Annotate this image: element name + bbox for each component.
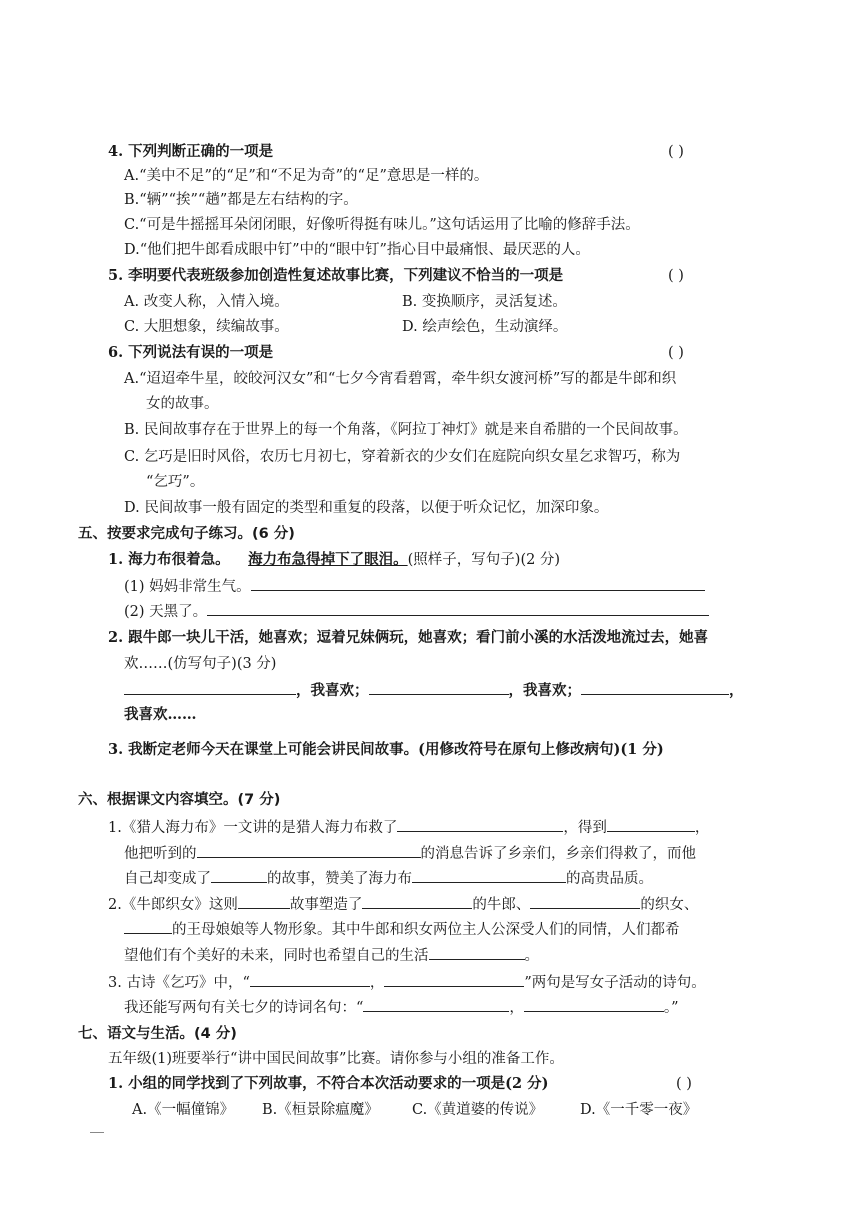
s5-q2-blank-3[interactable]: [581, 680, 729, 695]
q6-option-b: B. 民间故事存在于世界上的每一个角落，《阿拉丁神灯》就是来自希腊的一个民间故事。: [124, 422, 688, 438]
s6-q2-text-f: 望他们有个美好的未来，同时也希望自己的生活: [124, 948, 429, 964]
s6-q3-blank-1[interactable]: [250, 972, 370, 987]
s5-q2-line2: 欢……(仿写句子)(3 分): [124, 656, 277, 672]
s7-q1-option-d: D.《一千零一夜》: [580, 1102, 698, 1118]
s6-q1-text-f: 自己却变成了: [124, 871, 211, 887]
s5-q3: 3. 我断定老师今天在课堂上可能会讲民间故事。(用修改符号在原句上修改病句)(1 分): [108, 741, 664, 758]
s6-q3-text-d: 我还能写两句有关七夕的诗词名句：“: [124, 1000, 364, 1016]
q6-answer-bracket[interactable]: ( ): [668, 345, 684, 361]
q4-answer-bracket[interactable]: ( ): [668, 144, 684, 160]
s7-q1-option-b: B.《桓景除瘟魔》: [262, 1102, 379, 1118]
s6-q3-blank-3[interactable]: [363, 997, 509, 1012]
s6-q1-text-e: 的消息告诉了乡亲们，乡亲们得救了，而他: [420, 846, 696, 862]
q6-option-d: D. 民间故事一般有固定的类型和重复的段落，以便于听众记忆，加深印象。: [124, 500, 609, 516]
section-7-title: 七、语文与生活。(4 分): [78, 1026, 237, 1042]
s5-q1-item2-text: (2) 天黑了。: [124, 604, 208, 620]
s5-q2-write-line: [124, 680, 744, 701]
page-edge-mark: [90, 1132, 104, 1133]
s6-q1-blank-1[interactable]: [397, 817, 563, 832]
s5-q1-note: (照样子，写句子)(2 分): [407, 552, 561, 568]
s5-q1-item1-answer-blank[interactable]: [251, 576, 705, 591]
s5-q1: [108, 550, 560, 570]
s6-q3-text-a: 3. 古诗《乞巧》中，“: [108, 975, 250, 991]
s5-q2-text-1: ，我喜欢；: [296, 682, 369, 699]
q5-option-c: C. 大胆想象，续编故事。: [124, 319, 289, 335]
s5-q1-item2-answer-blank[interactable]: [207, 601, 709, 616]
s6-q3-text-c: ”两句是写女子活动的诗句。: [524, 975, 706, 991]
section-5-title: 五、按要求完成句子练习。(6 分): [78, 526, 295, 542]
s5-q2-blank-1[interactable]: [124, 680, 296, 695]
s6-q1-text-h: 的高贵品质。: [566, 871, 653, 887]
s6-q1-text-g: 的故事，赞美了海力布: [267, 871, 412, 887]
q5-option-a: A. 改变人称，入情入境。: [124, 294, 289, 310]
s6-q1-line2: [124, 843, 696, 864]
s5-q1-item2: [124, 601, 709, 622]
s6-q1-blank-2[interactable]: [607, 817, 695, 832]
s6-q2-blank-4[interactable]: [124, 919, 172, 934]
s5-q1-item1-text: (1) 妈妈非常生气。: [124, 579, 251, 595]
s5-q1-prompt: 1. 海力布很着急。: [108, 551, 230, 568]
s6-q3-text-b: ，: [369, 975, 385, 991]
q6-option-c-line2: “乞巧”。: [146, 474, 205, 490]
s6-q3-text-e: ，: [509, 1000, 524, 1016]
q6-option-a-line1: A.“迢迢牵牛星，皎皎河汉女”和“七夕今宵看碧霄，牵牛织女渡河桥”写的都是牛郎和织: [124, 371, 677, 387]
s7-intro: 五年级(1)班要举行“讲中国民间故事”比赛。请你参与小组的准备工作。: [108, 1051, 564, 1067]
s7-q1-option-c: C.《黄道婆的传说》: [412, 1102, 544, 1118]
s6-q3-line1: [108, 972, 706, 993]
s7-q1-answer-bracket[interactable]: ( ): [676, 1076, 692, 1092]
s6-q1-text-b: ，得到: [563, 820, 607, 836]
s6-q2-text-c: 的牛郎、: [472, 897, 531, 913]
s6-q2-text-g: 。: [524, 948, 539, 964]
q6-option-c-line1: C. 乞巧是旧时风俗，农历七月初七，穿着新衣的少女们在庭院向织女星乞求智巧，称为: [124, 449, 681, 465]
s6-q2-blank-2[interactable]: [362, 894, 472, 909]
s5-q2-line4: 我喜欢……: [124, 706, 197, 723]
s5-q2-blank-2[interactable]: [369, 680, 509, 695]
s6-q1-blank-4[interactable]: [211, 868, 267, 883]
s6-q3-blank-4[interactable]: [524, 997, 664, 1012]
s6-q2-blank-1[interactable]: [238, 894, 290, 909]
s7-q1-stem: 1. 小组的同学找到了下列故事，不符合本次活动要求的一项是(2 分): [108, 1075, 549, 1092]
s5-q2-line1: 2. 跟牛郎一块儿干活，她喜欢；逗着兄妹俩玩，她喜欢；看门前小溪的水活泼地流过去，她喜: [108, 629, 709, 646]
s6-q1-blank-3[interactable]: [197, 843, 421, 858]
s6-q1-line3: [124, 868, 653, 889]
q5-answer-bracket[interactable]: ( ): [668, 268, 684, 284]
s6-q3-line2: [124, 997, 679, 1018]
s5-q1-example: 海力布急得掉下了眼泪。: [248, 551, 408, 568]
s5-q1-item1: [124, 576, 705, 597]
s6-q1-text-c: ，: [694, 820, 710, 836]
q5-option-d: D. 绘声绘色，生动演绎。: [402, 319, 568, 335]
q5-option-b: B. 变换顺序，灵活复述。: [402, 294, 567, 310]
s6-q1-text-d: 他把听到的: [124, 846, 197, 862]
s6-q3-text-f: 。”: [663, 1000, 679, 1016]
s6-q2-line2: [124, 919, 680, 940]
s6-q2-line1: [108, 894, 698, 915]
q5-stem: 5. 李明要代表班级参加创造性复述故事比赛，下列建议不恰当的一项是: [108, 267, 564, 284]
s6-q2-line3: [124, 945, 539, 966]
s6-q3-blank-2[interactable]: [384, 972, 524, 987]
s6-q2-text-b: 故事塑造了: [289, 897, 363, 913]
s6-q2-text-e: 的王母娘娘等人物形象。其中牛郎和织女两位主人公深受人们的同情，人们都希: [172, 922, 680, 938]
s6-q1-line1: [108, 817, 709, 838]
q6-stem: 6. 下列说法有误的一项是: [108, 344, 274, 361]
s6-q1-blank-5[interactable]: [412, 868, 566, 883]
q4-option-a: A.“美中不足”的“足”和“不足为奇”的“足”意思是一样的。: [124, 168, 489, 184]
section-6-title: 六、根据课文内容填空。(7 分): [78, 792, 281, 808]
s6-q2-blank-3[interactable]: [530, 894, 640, 909]
s6-q2-text-d: 的织女、: [640, 897, 699, 913]
s6-q2-blank-5[interactable]: [429, 945, 525, 960]
q4-option-c: C.“可是牛摇摇耳朵闭闭眼，好像听得挺有味儿。”这句话运用了比喻的修辞手法。: [124, 217, 640, 233]
s6-q1-text-a: 1.《猎人海力布》一文讲的是猎人海力布救了: [108, 820, 398, 836]
s5-q2-text-3: ，: [729, 682, 744, 699]
q4-stem: 4. 下列判断正确的一项是: [108, 143, 274, 160]
q4-option-d: D.“他们把牛郎看成眼中钉”中的“眼中钉”指心目中最痛恨、最厌恶的人。: [124, 242, 590, 258]
s6-q2-text-a: 2.《牛郎织女》这则: [108, 897, 238, 913]
s5-q2-text-2: ，我喜欢；: [508, 682, 581, 699]
s7-q1-option-a: A.《一幅僮锦》: [132, 1102, 235, 1118]
q4-option-b: B.“辆”“挨”“趟”都是左右结构的字。: [124, 192, 358, 208]
q6-option-a-line2: 女的故事。: [146, 396, 219, 412]
